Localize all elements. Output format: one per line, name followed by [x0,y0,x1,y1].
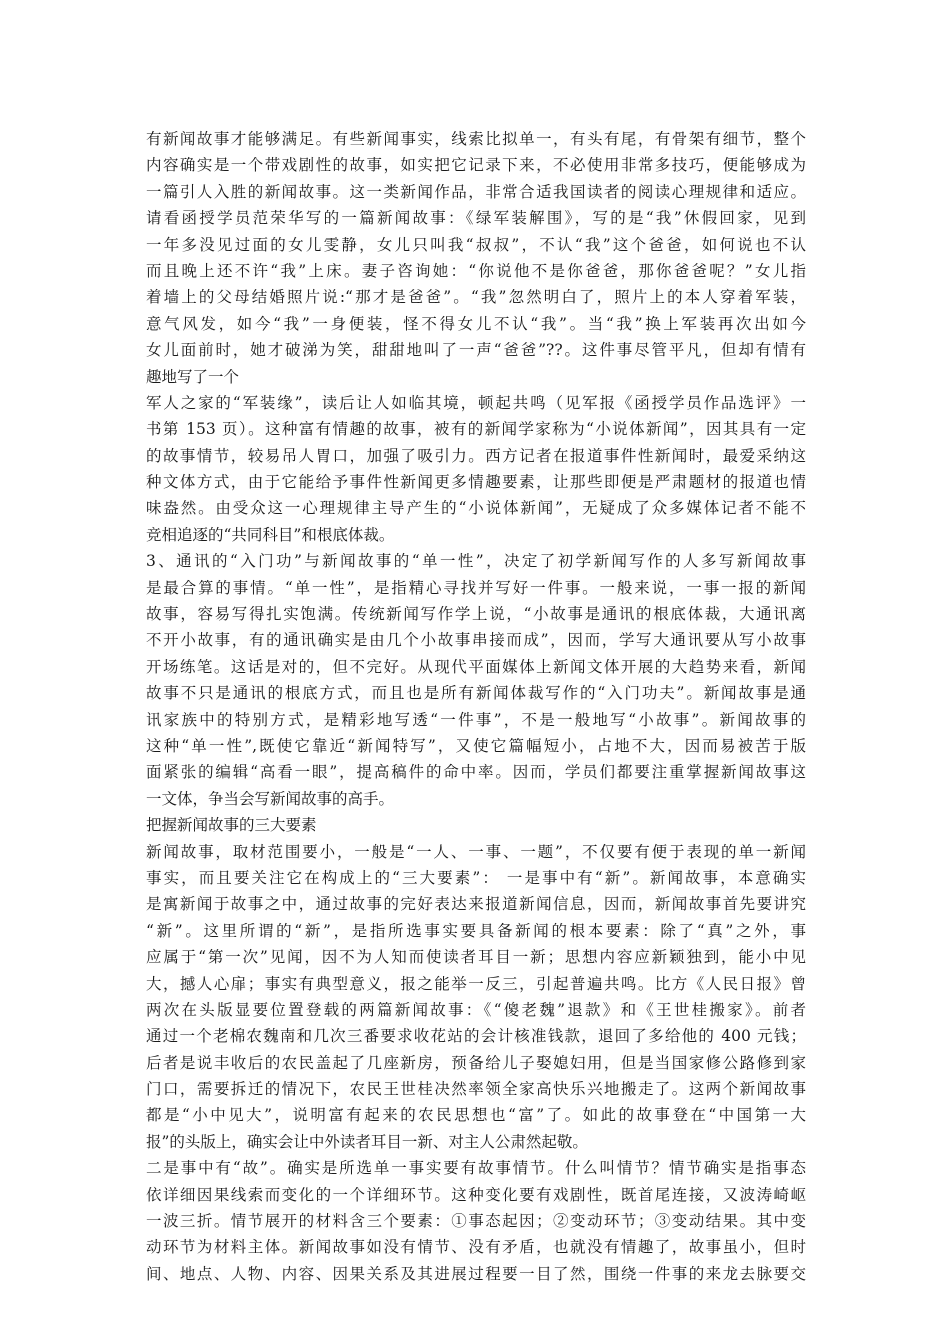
text-line: 大，撼人心扉；事实有典型意义，报之能举一反三，引起普遍共鸣。比方《人民日报》曾 [146,974,806,993]
text-line: 3、通讯的“入门功”与新闻故事的“单一性”，决定了初学新闻写作的人多写新闻故事 [146,552,806,571]
text-line: 内容确实是一个带戏剧性的故事，如实把它记录下来，不必使用非常多技巧，便能够成为 [146,156,806,175]
text-line: 动环节为材料主体。新闻故事如没有情节、没有矛盾，也就没有情趣了，故事虽小，但时 [146,1238,806,1257]
text-line: 都是“小中见大”，说明富有起来的农民思想也“富”了。如此的故事登在“中国第一大 [146,1106,806,1125]
text-line: 应属于“第一次”见闻，因不为人知而使读者耳目一新；思想内容应新颖独到，能小中见 [146,948,806,967]
text-line: 女儿面前时，她才破涕为笑，甜甜地叫了一声“爸爸”??。这件事尽管平凡，但却有情有 [146,341,806,360]
text-line: 依详细因果线索而变化的一个详细环节。这种变化要有戏剧性，既首尾连接，又波涛崎岖 [146,1185,806,1204]
text-line: 是寓新闻于故事之中，通过故事的完好表达来报道新闻信息，因而，新闻故事首先要讲究 [146,895,806,914]
text-line: 通过一个老棉农魏南和几次三番要求收花站的会计核准钱款，退回了多给他的 400 元钱； [146,1027,806,1046]
text-line: 一篇引人入胜的新闻故事。这一类新闻作品，非常合适我国读者的阅读心理规律和适应。 [146,182,806,201]
text-line: 开场练笔。这话是对的，但不完好。从现代平面媒体上新闻文体开展的大趋势来看，新闻 [146,657,806,676]
text-line: 是最合算的事情。“单一性”，是指精心寻找并写好一件事。一般来说，一事一报的新闻 [146,578,806,597]
text-line: 故事，容易写得扎实饱满。传统新闻写作学上说，“小故事是通讯的根底体裁，大通讯离 [146,605,806,624]
text-line: “新”。这里所谓的“新”，是指所选事实要具备新闻的根本要素：除了“真”之外，事 [146,921,806,940]
text-line: 书第 153 页）。这种富有情趣的故事，被有的新闻学家称为“小说体新闻”，因其具有一定 [146,420,806,439]
text-line: 竞相追逐的“共同科目”和根底体裁。 [146,525,395,544]
text-line: 事实，而且要关注它在构成上的“三大要素”： 一是事中有“新”。新闻故事，本意确实 [146,868,806,887]
text-line: 不开小故事，有的通讯确实是由几个小故事串接而成”，因而，学写大通讯要从写小故事 [146,631,806,650]
text-line: 两次在头版显要位置登载的两篇新闻故事：《“傻老魏”退款》和《王世桂搬家》。前者 [146,1000,806,1019]
text-line: 味盎然。由受众这一心理规律主导产生的“小说体新闻”，无疑成了众多媒体记者不能不 [146,499,806,518]
text-line: 的故事情节，较易吊人胃口，加强了吸引力。西方记者在报道事件性新闻时，最爱采纳这 [146,446,806,465]
text-line: 讯家族中的特别方式，是精彩地写透“一件事”，不是一般地写“小故事”。新闻故事的 [146,710,806,729]
text-line: 军人之家的“军装缘”，读后让人如临其境，顿起共鸣（见军报《函授学员作品选评》一 [146,393,806,412]
text-line: 门口，需要拆迁的情况下，农民王世桂决然率领全家高快乐兴地搬走了。这两个新闻故事 [146,1080,806,1099]
text-line: 二是事中有“故”。确实是所选单一事实要有故事情节。什么叫情节？情节确实是指事态 [146,1159,806,1178]
text-line: 一年多没见过面的女儿雯静，女儿只叫我“叔叔”，不认“我”这个爸爸，如何说也不认 [146,235,806,254]
text-line: 后者是说丰收后的农民盖起了几座新房，预备给儿子娶媳妇用，但是当国家修公路修到家 [146,1053,806,1072]
text-line: 间、地点、人物、内容、因果关系及其进展过程要一目了然，围绕一件事的来龙去脉要交 [146,1264,806,1283]
text-line: 报”的头版上，确实会让中外读者耳目一新、对主人公肃然起敬。 [146,1132,588,1151]
text-line: 面紧张的编辑“高看一眼”，提高稿件的命中率。因而，学员们都要注重掌握新闻故事这 [146,763,806,782]
text-line: 故事不只是通讯的根底方式，而且也是所有新闻体裁写作的“入门功夫”。新闻故事是通 [146,684,806,703]
text-line: 趣地写了一个 [146,367,240,386]
text-line: 有新闻故事才能够满足。有些新闻事实，线索比拟单一，有头有尾，有骨架有细节，整个 [146,130,806,148]
document-body [146,126,806,1287]
text-line: 种文体方式，由于它能给予事件性新闻更多情趣要素，让那些即便是严肃题材的报道也情 [146,473,806,492]
text-line: 而且晚上还不许“我”上床。妻子咨询她：“你说他不是你爸爸，那你爸爸呢？”女儿指 [146,261,806,280]
text-line: 请看函授学员范荣华写的一篇新闻故事：《绿军装解围》，写的是“我”休假回家，见到 [146,209,806,228]
text-line: 一波三折。情节展开的材料含三个要素：①事态起因；②变动环节；③变动结果。其中变 [146,1212,806,1231]
text-line: 新闻故事，取材范围要小，一般是“一人、一事、一题”，不仅要有便于表现的单一新闻 [146,842,806,861]
section-heading: 把握新闻故事的三大要素 [146,816,317,835]
text-line: 意气风发，如今“我”一身便装，怪不得女儿不认“我”。当“我”换上军装再次出如今 [146,314,806,333]
text-line: 一文体，争当会写新闻故事的高手。 [146,789,395,808]
text-line: 着墙上的父母结婚照片说:“那才是爸爸”。“我”忽然明白了，照片上的本人穿着军装， [146,288,806,307]
text-line: 这种“单一性”,既使它靠近“新闻特写”，又使它篇幅短小，占地不大，因而易被苦于版 [146,736,806,755]
